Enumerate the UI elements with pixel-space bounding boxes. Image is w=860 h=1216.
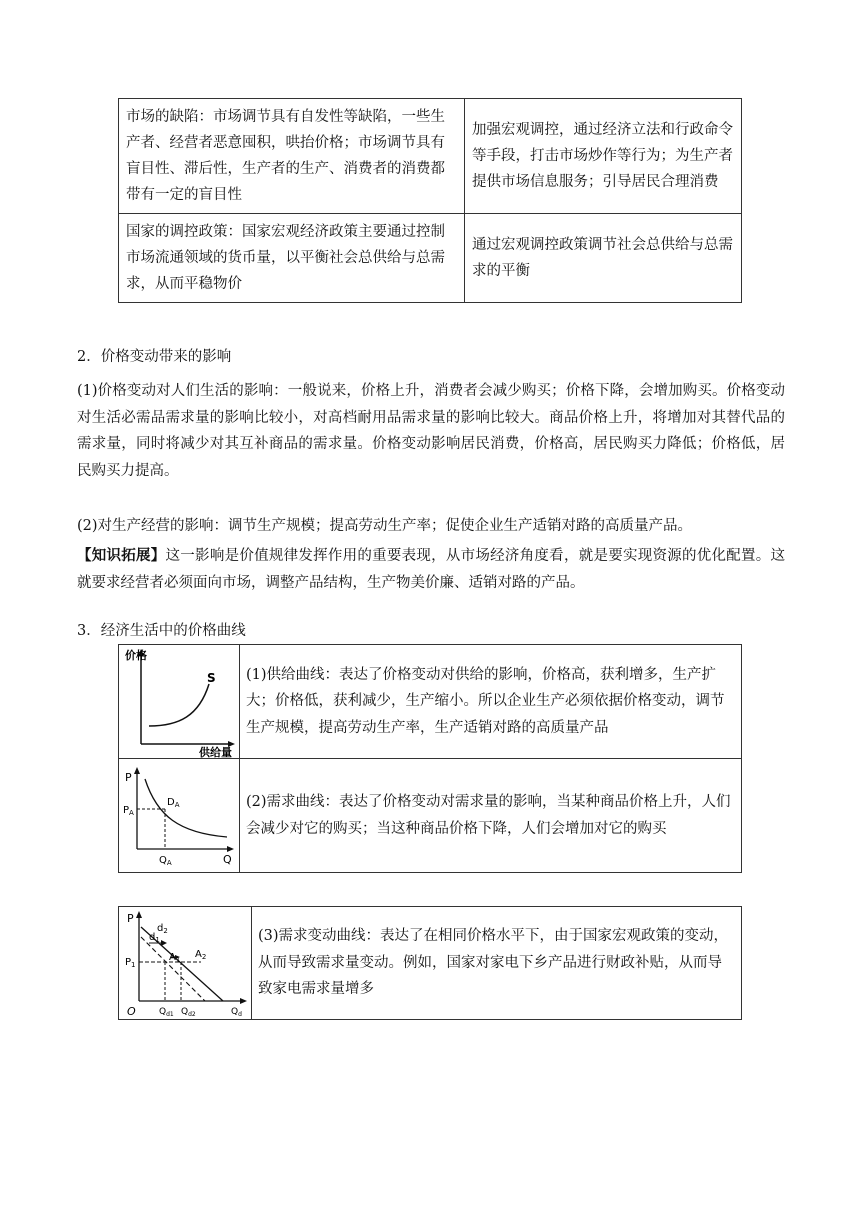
curve-label-d2: $d_2$ bbox=[157, 923, 168, 935]
table-row bbox=[119, 645, 742, 759]
demand-curve-graph bbox=[119, 761, 239, 871]
point-label-a2: $A_2$ bbox=[195, 949, 207, 961]
paragraph-life-impact: (1)价格变动对人们生活的影响：一般说来，价格上升，消费者会减少购买；价格下降，会增加购买。价格变动对生活必需品需求量的影响比较小，对高档耐用品需求量的影响比较大。商品价格上升，将增加对其替代品的需求量，同时将减少对其互补商品的需求量。价格变动影响居民消费，价格高，居民购买力降低；价格低，居民购买力提高。 bbox=[77, 383, 785, 479]
table-cell-cause: 市场的缺陷：市场调节具有自发性等缺陷，一些生产者、经营者恶意囤积，哄抬价格；市场调节具有盲目性、滞后性，生产者的生产、消费者的消费都带有一定的盲目性 bbox=[119, 99, 465, 214]
table-row bbox=[119, 214, 742, 303]
demand-shift-table bbox=[118, 906, 742, 1020]
origin-label: O bbox=[127, 1005, 136, 1018]
curve-label-s: S bbox=[207, 670, 216, 685]
demand-shift-graph bbox=[119, 907, 251, 1019]
demand-shift-text: (3)需求变动曲线：表达了在相同价格水平下，由于国家宏观政策的变动，从而导致需求量变动。例如，国家对家电下乡产品进行财政补贴，从而导致家电需求量增多 bbox=[252, 907, 742, 1020]
axis-label-p: P bbox=[127, 912, 134, 925]
table-cell-measure: 加强宏观调控，通过经济立法和行政命令等手段，打击市场炒作等行为；为生产者提供市场信息服务；引导居民合理消费 bbox=[465, 99, 742, 214]
point-label-da: $D_A$ bbox=[167, 796, 180, 809]
point-label-qd1: $Q_{d1}$ bbox=[159, 1007, 174, 1018]
table-cell-measure: 通过宏观调控政策调节社会总供给与总需求的平衡 bbox=[465, 214, 742, 303]
knowledge-extension bbox=[77, 543, 785, 596]
paragraph-production-impact: (2)对生产经营的影响：调节生产规模；提高劳动生产率；促使企业生产适销对路的高质量产品。 bbox=[77, 518, 693, 534]
table-row bbox=[119, 907, 742, 1020]
point-label-qd2: $Q_{d2}$ bbox=[181, 1007, 196, 1018]
extension-text: 这一影响是价值规律发挥作用的重要表现，从市场经济角度看，就是要实现资源的优化配置。这就要求经营者必须面向市场，调整产品结构，生产物美价廉、适销对路的产品。 bbox=[77, 548, 786, 591]
axis-label-p: P bbox=[125, 770, 132, 784]
price-regulation-table bbox=[118, 98, 742, 303]
section-heading-2: 2．价格变动带来的影响 bbox=[77, 349, 232, 365]
table-row bbox=[119, 759, 742, 873]
extension-label: 【知识拓展】 bbox=[77, 547, 166, 564]
point-label-qd: $Q_d$ bbox=[231, 1007, 242, 1018]
supply-curve-text: (1)供给曲线：表达了价格变动对供给的影响，价格高，获利增多，生产扩大；价格低，获利减少，生产缩小。所以企业生产必须依据价格变动，调节生产规模，提高劳动生产率，生产适销对路的高质量产品 bbox=[240, 645, 742, 759]
point-label-a1: $A_1$ bbox=[169, 952, 181, 964]
demand-shift-figure bbox=[119, 907, 252, 1020]
point-label-qa: $Q_A$ bbox=[159, 854, 172, 867]
point-label-pa: $P_A$ bbox=[123, 804, 134, 817]
axis-label-price-1: 价格 bbox=[125, 648, 147, 662]
demand-curve-figure bbox=[119, 759, 240, 873]
axis-label-q: Q bbox=[223, 852, 232, 866]
table-row bbox=[119, 99, 742, 214]
demand-curve-text: (2)需求曲线：表达了价格变动对需求量的影响，当某种商品价格上升，人们会减少对它的购买；当这种商品价格下降，人们会增加对它的购买 bbox=[240, 759, 742, 873]
point-label-p1: $P_1$ bbox=[125, 957, 136, 969]
axis-label-supply: 供给量 bbox=[199, 745, 232, 758]
supply-curve-graph bbox=[119, 646, 239, 758]
curve-label-d1: $d_1$ bbox=[149, 932, 160, 944]
section-heading-3: 3．经济生活中的价格曲线 bbox=[77, 623, 246, 639]
table-cell-cause: 国家的调控政策：国家宏观经济政策主要通过控制市场流通领域的货币量，以平衡社会总供给与总需求，从而平稳物价 bbox=[119, 214, 465, 303]
price-curve-table bbox=[118, 644, 742, 873]
supply-curve-figure bbox=[119, 645, 240, 759]
